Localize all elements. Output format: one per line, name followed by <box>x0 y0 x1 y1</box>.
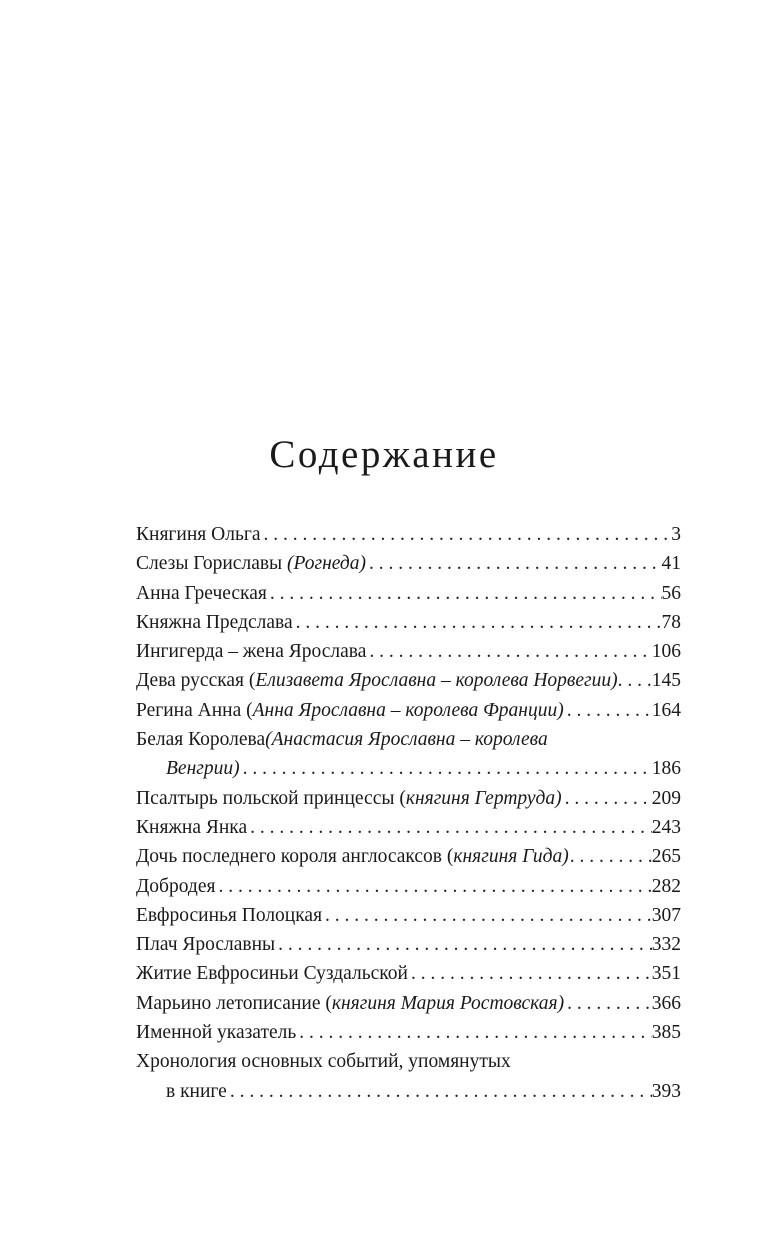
dot-leader <box>366 637 651 666</box>
toc-page-number: 282 <box>651 875 681 897</box>
toc-page-number: 265 <box>651 846 681 868</box>
toc-entry-title: Дева русская (Елизавета Ярославна – королева Норвегии) <box>136 670 618 692</box>
toc-page-number: 332 <box>651 934 681 956</box>
toc-entry-deva-russkaya[interactable] <box>136 666 681 695</box>
toc-page-number: 385 <box>651 1022 681 1044</box>
toc-entry-title: Княжна Янка <box>136 816 248 838</box>
toc-entry-subtitle: (Анастасия Ярославна – королева <box>265 729 548 751</box>
toc-entry-psaltyr[interactable] <box>136 784 681 813</box>
toc-entry-olga[interactable] <box>136 520 681 549</box>
dot-leader <box>618 666 652 695</box>
toc-entry-doch-korolya[interactable] <box>136 842 681 871</box>
toc-entry-title: Евфросинья Полоцкая <box>136 904 323 926</box>
toc-entry-regina-anna[interactable] <box>136 696 681 725</box>
dot-leader <box>408 959 652 988</box>
toc-entry-zhitie-evfrosinyi[interactable] <box>136 959 681 988</box>
toc-entry-subtitle: княгиня Мария Ростовская) <box>331 992 565 1014</box>
toc-entry-imennoy-ukazatel[interactable] <box>136 1018 681 1047</box>
toc-entry-subtitle: Венгрии) <box>166 758 240 780</box>
toc-entry-ingigerda[interactable] <box>136 637 681 666</box>
toc-entry-predslava[interactable] <box>136 608 681 637</box>
toc-page-number: 393 <box>651 1080 681 1102</box>
toc-entry-title: Именной указатель <box>136 1022 297 1044</box>
dot-leader <box>322 901 652 930</box>
toc-entry-title: Ингигерда – жена Ярослава <box>136 641 367 663</box>
toc-page-number: 3 <box>671 524 681 545</box>
toc-entry-title: Дочь последнего короля англосаксов (княгиня Гида) <box>136 846 569 868</box>
toc-entry-title: Анна Греческая <box>136 582 267 604</box>
table-of-contents <box>136 520 681 1106</box>
dot-leader <box>296 1018 652 1047</box>
toc-entry-title: Житие Евфросиньи Суздальской <box>136 963 408 985</box>
dot-leader <box>215 872 651 901</box>
toc-entry-title: Регина Анна (Анна Ярославна – королева Франции) <box>136 699 564 721</box>
toc-entry-subtitle: княгиня Гида) <box>453 846 569 868</box>
toc-entry-khronologiya-cont[interactable] <box>136 1077 681 1106</box>
toc-entry-evfrosinya-polotskaya[interactable] <box>136 901 681 930</box>
toc-page-number: 366 <box>651 992 681 1014</box>
toc-entry-title: Княгиня Ольга <box>136 524 261 545</box>
toc-entry-subtitle: княгиня Гертруда) <box>405 787 562 809</box>
dot-leader <box>260 520 671 549</box>
toc-entry-dobrodeya[interactable] <box>136 872 681 901</box>
dot-leader <box>564 696 652 725</box>
toc-entry-title: Псалтырь польской принцессы (княгиня Гертруда) <box>136 787 562 809</box>
dot-leader <box>240 754 652 783</box>
dot-leader <box>267 579 662 608</box>
toc-entry-plach-yaroslavny[interactable] <box>136 930 681 959</box>
dot-leader <box>569 842 652 871</box>
toc-page-number: 106 <box>651 641 681 663</box>
toc-page-number: 243 <box>651 816 681 838</box>
toc-entry-title: Княжна Предслава <box>136 611 293 633</box>
dot-leader <box>293 608 662 637</box>
toc-entry-anna-grecheskaya[interactable] <box>136 579 681 608</box>
dot-leader <box>366 549 661 578</box>
toc-entry-subtitle: Елизавета Ярославна – королева Норвегии) <box>255 670 618 692</box>
toc-entry-belaya-koroleva[interactable] <box>136 725 681 754</box>
dot-leader <box>227 1077 652 1106</box>
toc-entry-subtitle: (Рогнеда) <box>287 553 367 575</box>
toc-entry-title: Плач Ярославны <box>136 934 276 956</box>
toc-entry-maryino-letopisanie[interactable] <box>136 989 681 1018</box>
toc-page-number: 145 <box>651 670 681 692</box>
toc-entry-title: Марьино летописание (княгиня Мария Ростовская) <box>136 992 565 1014</box>
dot-leader <box>562 784 652 813</box>
toc-page-number: 56 <box>661 582 681 604</box>
toc-entry-title-cont: в книге <box>166 1080 227 1102</box>
dot-leader <box>247 813 652 842</box>
dot-leader <box>564 989 652 1018</box>
toc-entry-yanka[interactable] <box>136 813 681 842</box>
toc-page-number: 307 <box>651 904 681 926</box>
toc-page-number: 186 <box>651 758 681 780</box>
toc-entry-title: Слезы Гориславы (Рогнеда) <box>136 553 367 575</box>
dot-leader <box>275 930 652 959</box>
toc-entry-khronologiya[interactable] <box>136 1047 681 1076</box>
toc-entry-slezy-gorislavy[interactable] <box>136 549 681 578</box>
toc-entry-belaya-koroleva-cont[interactable] <box>136 754 681 783</box>
toc-entry-title: Хронология основных событий, упомянутых <box>136 1051 511 1073</box>
toc-entry-title: Добродея <box>136 875 216 897</box>
toc-page-number: 209 <box>651 787 681 809</box>
toc-page-number: 41 <box>661 553 681 575</box>
toc-page-number: 164 <box>651 699 681 721</box>
page-title: Содержание <box>269 433 499 476</box>
toc-entry-title: Белая Королева(Анастасия Ярославна – королева <box>136 729 548 751</box>
toc-page-number: 78 <box>661 611 681 633</box>
toc-page-number: 351 <box>651 963 681 985</box>
toc-entry-subtitle: Анна Ярославна – королева Франции) <box>252 699 564 721</box>
